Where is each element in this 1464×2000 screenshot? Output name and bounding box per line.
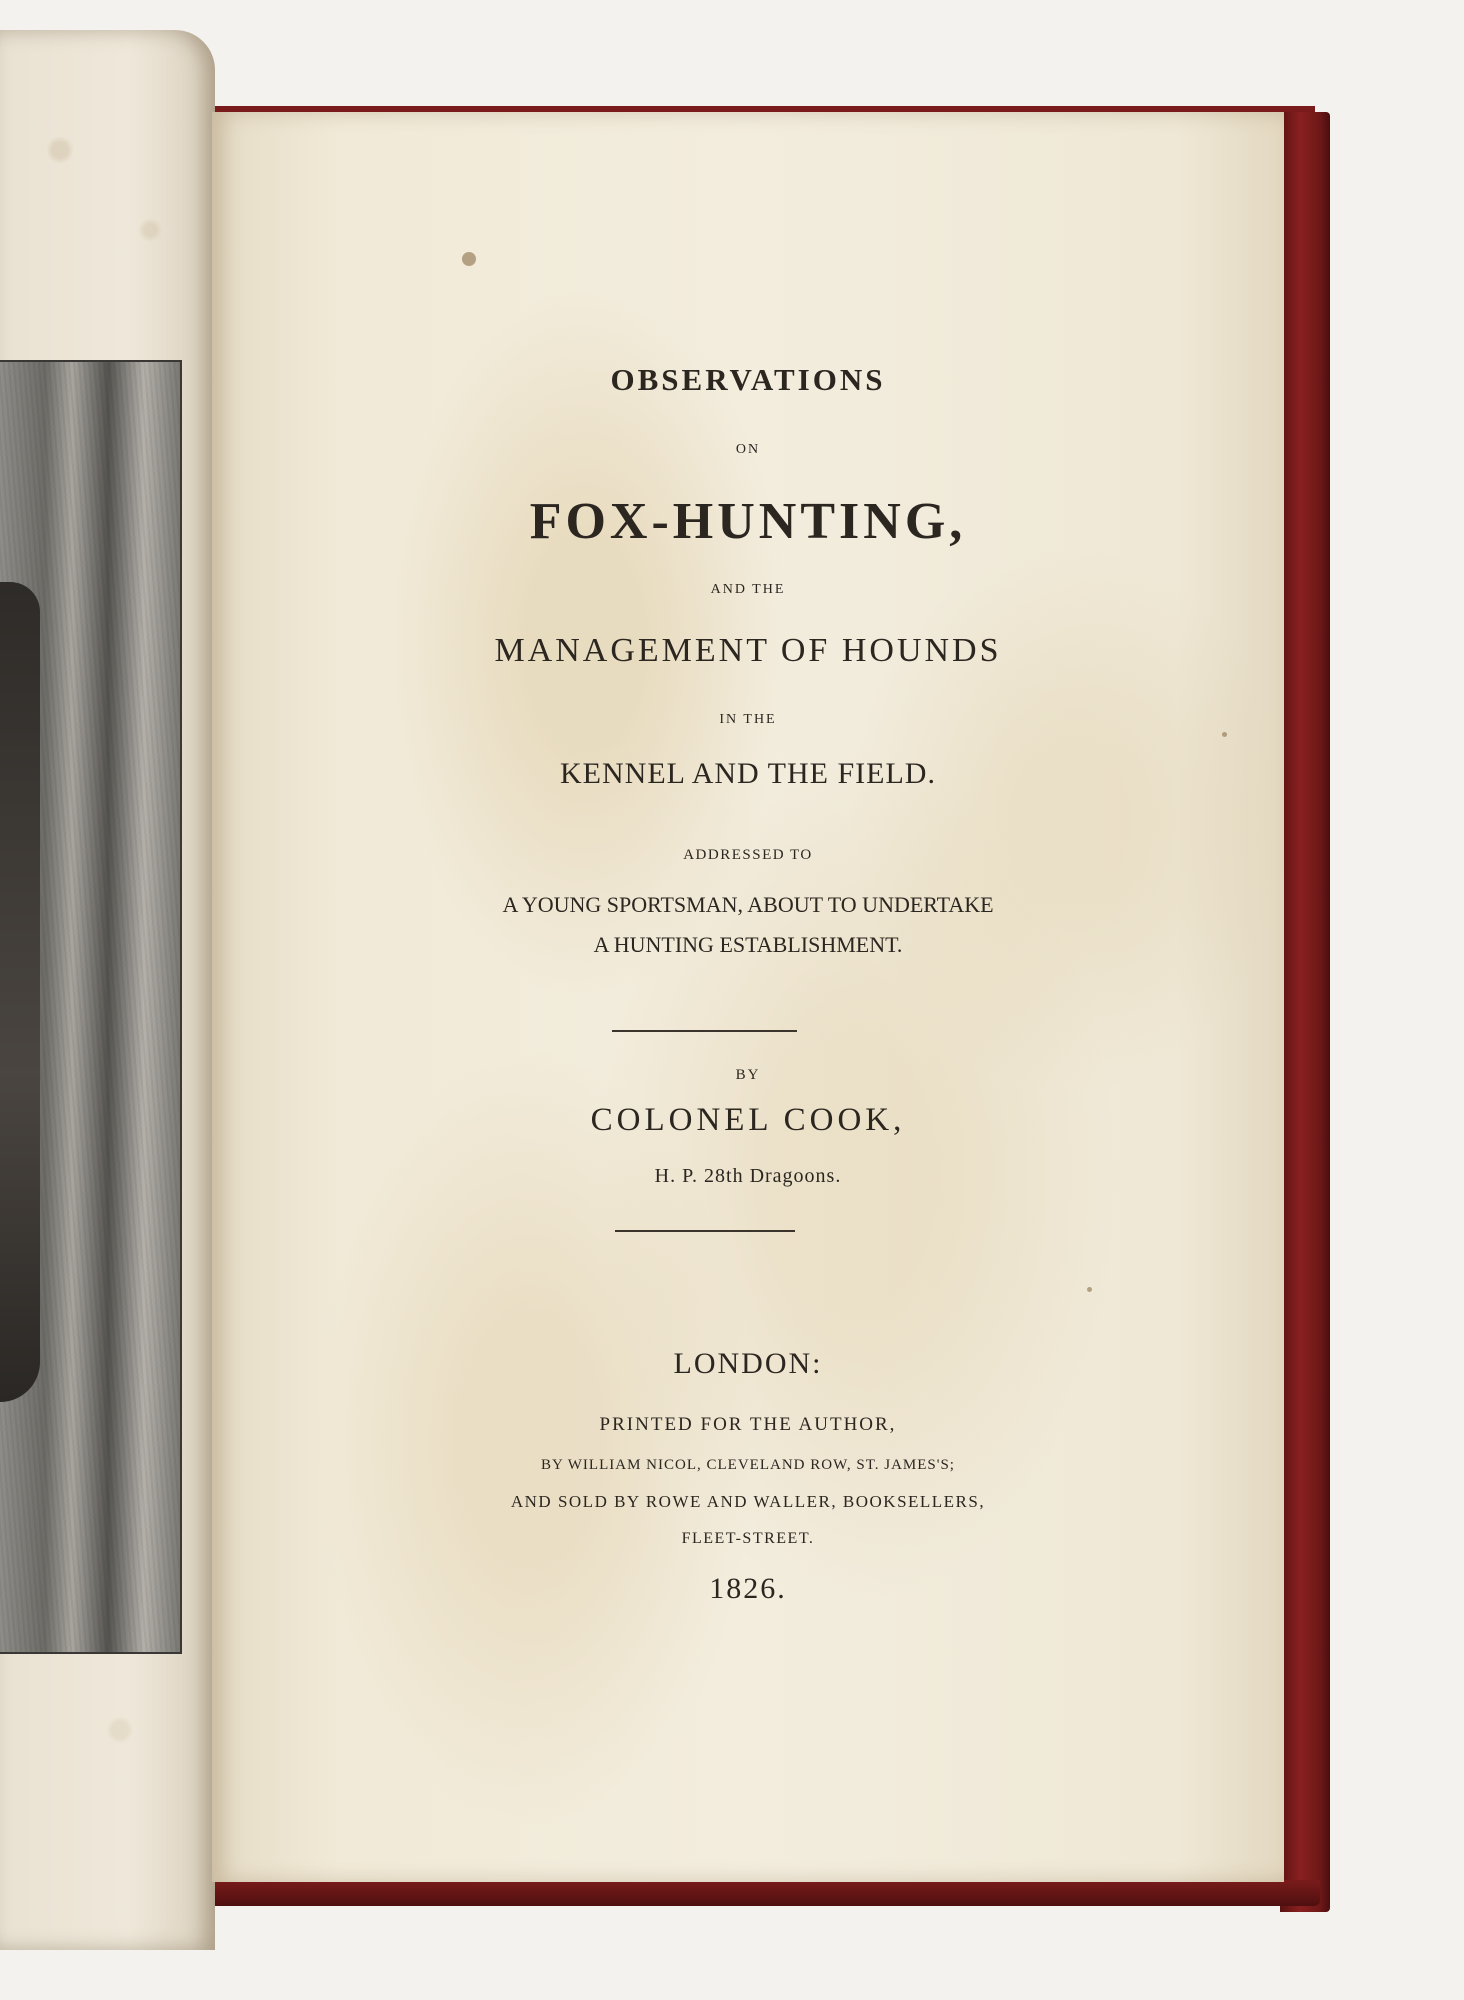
imprint-printed-for: PRINTED FOR THE AUTHOR, [599, 1414, 897, 1435]
book-cover-right-edge [1280, 112, 1330, 1912]
imprint-place: LONDON: [673, 1347, 823, 1380]
dedication-line-1: A YOUNG SPORTSMAN, ABOUT TO UNDERTAKE [502, 892, 994, 917]
author-rank: H. P. 28th Dragoons. [654, 1165, 842, 1187]
addressed-to: ADDRESSED TO [683, 847, 813, 863]
dedication-line-2: A HUNTING ESTABLISHMENT. [593, 932, 903, 957]
foxing-spot [1222, 732, 1227, 737]
imprint-year: 1826. [709, 1572, 787, 1605]
imprint-sold-by: AND SOLD BY ROWE AND WALLER, BOOKSELLERS, [510, 1492, 986, 1511]
foxing-spot [1087, 1287, 1092, 1292]
title-fox-hunting: FOX-HUNTING, [529, 493, 967, 550]
author-name: COLONEL COOK, [590, 1102, 906, 1138]
foxing-spot [462, 252, 476, 266]
engraved-figure [0, 582, 40, 1402]
title-and-the: AND THE [710, 582, 786, 597]
divider-rule [612, 1030, 797, 1032]
imprint-street: FLEET-STREET. [681, 1530, 815, 1547]
title-management: MANAGEMENT OF HOUNDS [494, 632, 1002, 669]
title-page [212, 112, 1284, 1882]
title-in-the: IN THE [719, 712, 777, 727]
divider-rule [615, 1230, 795, 1232]
engraved-plate [0, 360, 182, 1654]
title-on: ON [735, 442, 761, 457]
by-label: BY [735, 1067, 761, 1083]
book-cover-bottom-edge [130, 1880, 1320, 1906]
title-observations: OBSERVATIONS [610, 362, 886, 397]
frontispiece-page [0, 30, 215, 1950]
imprint-printer: BY WILLIAM NICOL, CLEVELAND ROW, ST. JAMES'S; [541, 1457, 955, 1473]
title-kennel: KENNEL AND THE FIELD. [560, 757, 936, 790]
